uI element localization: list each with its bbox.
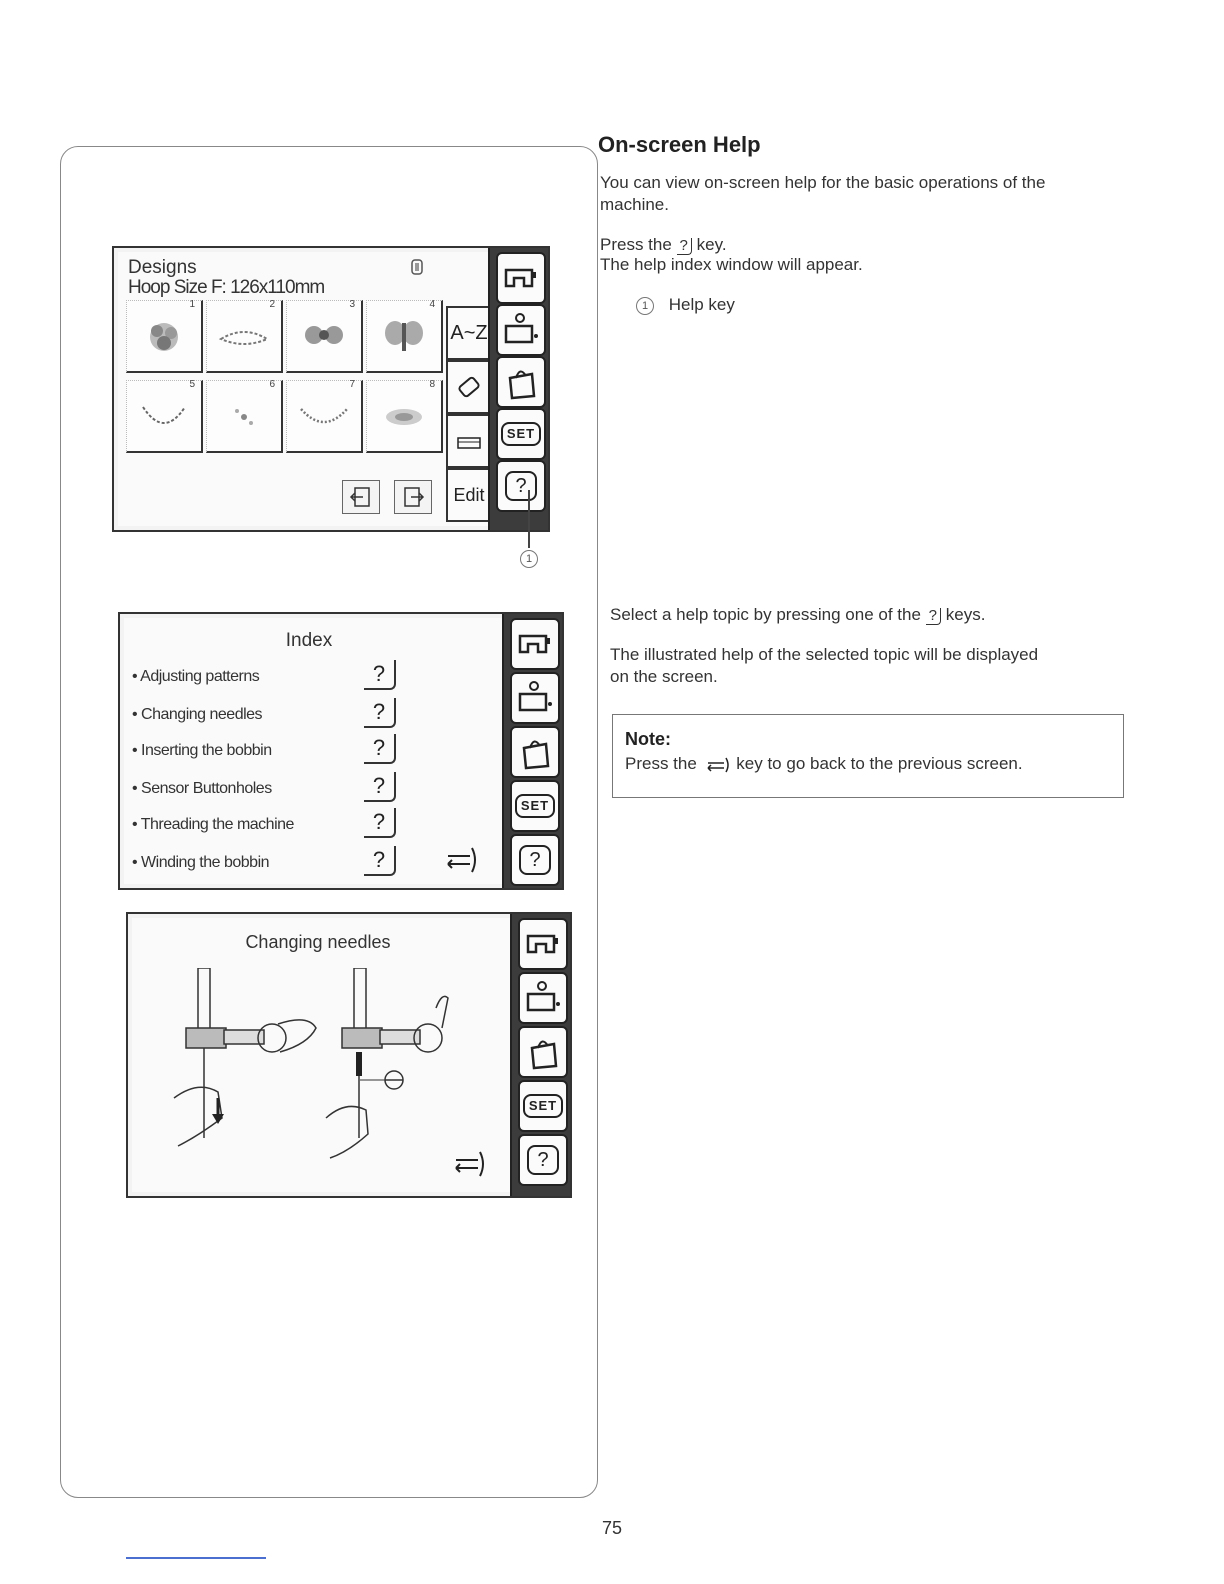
topic-changing-needles: • Changing needles — [132, 706, 263, 723]
bag-button[interactable] — [496, 356, 546, 408]
help-index-screen — [118, 612, 564, 890]
callout-number: 1 — [636, 297, 654, 315]
callout-line — [528, 490, 530, 548]
sewing-machine-icon — [502, 260, 540, 296]
topic-adjusting-patterns: • Adjusting patterns — [132, 668, 260, 685]
eraser-icon — [454, 372, 484, 402]
help-key-glyph: ? — [926, 608, 941, 625]
callout-legend — [636, 294, 735, 316]
press-help-instruction — [600, 234, 1100, 256]
topic-help-button[interactable]: ? — [364, 808, 396, 838]
design-cell-7[interactable] — [286, 380, 363, 453]
az-button[interactable]: A~Z — [446, 306, 492, 360]
return-icon — [448, 1150, 488, 1178]
topic-help-button[interactable]: ? — [364, 734, 396, 764]
help-button[interactable] — [510, 834, 560, 886]
topic-help-button[interactable]: ? — [364, 846, 396, 876]
topic-threading-machine: • Threading the machine — [132, 816, 294, 833]
design-cell-8[interactable] — [366, 380, 443, 453]
embroidery-mode-button[interactable] — [510, 672, 560, 724]
embroidery-mode-button[interactable] — [518, 972, 568, 1024]
note-title: Note: — [625, 729, 671, 749]
page-forward-icon — [401, 486, 425, 508]
topic-sensor-buttonholes: • Sensor Buttonholes — [132, 780, 272, 797]
bag-button[interactable] — [510, 726, 560, 778]
cell-number: 5 — [189, 379, 195, 390]
return-icon — [702, 757, 732, 773]
flower-design-icon — [137, 315, 191, 359]
topic-help-button[interactable]: ? — [364, 698, 396, 728]
illustrated-help-text: The illustrated help of the selected topic will be displayed on the screen. — [610, 645, 1039, 686]
page-next-button[interactable] — [394, 480, 432, 514]
leaf-design-icon — [217, 315, 271, 359]
page-prev-button[interactable] — [342, 480, 380, 514]
sprig-design-icon — [217, 395, 271, 439]
cell-number: 3 — [349, 299, 355, 310]
bag-icon — [516, 734, 554, 770]
designs-screen — [112, 246, 550, 532]
section-heading: On-screen Help — [598, 132, 761, 157]
sewing-machine-icon — [516, 626, 554, 662]
select-prefix: Select a help topic by pressing one of the — [610, 605, 921, 624]
changing-needles-screen — [126, 912, 572, 1198]
set-label: SET — [523, 1094, 563, 1118]
note-suffix: key to go back to the previous screen. — [736, 754, 1023, 773]
hoop-size-label: Hoop Size F: 126x110mm — [128, 277, 325, 298]
eraser-button[interactable] — [446, 360, 492, 414]
note-box — [612, 714, 1124, 798]
design-cell-6[interactable] — [206, 380, 283, 453]
embroidery-machine-icon — [524, 980, 562, 1016]
ornament-design-icon — [297, 315, 351, 359]
designs-title: Designs — [128, 257, 197, 278]
design-cell-4[interactable] — [366, 300, 443, 373]
index-sidebar — [502, 614, 562, 888]
sewing-mode-button[interactable] — [518, 918, 568, 970]
intro-paragraph: You can view on-screen help for the basic operations of the machine. — [600, 173, 1046, 214]
needles-sidebar — [510, 914, 570, 1196]
topic-winding-bobbin: • Winding the bobbin — [132, 854, 270, 871]
callout-label: Help key — [668, 295, 735, 314]
set-label: SET — [501, 422, 541, 446]
hoop-select-button[interactable] — [446, 414, 492, 468]
bag-icon — [502, 364, 540, 400]
return-icon — [440, 846, 480, 874]
topic-help-button[interactable]: ? — [364, 660, 396, 690]
embroidery-machine-icon — [502, 312, 540, 348]
note-text — [625, 753, 1115, 775]
help-icon: ? — [505, 471, 537, 501]
needle-removal-illustration — [168, 968, 318, 1168]
bag-icon — [524, 1034, 562, 1070]
needle-insertion-illustration — [324, 968, 474, 1168]
edit-button[interactable]: Edit — [446, 468, 492, 522]
index-title: Index — [285, 630, 333, 651]
sewing-mode-button[interactable] — [510, 618, 560, 670]
cell-number: 8 — [429, 379, 435, 390]
page-number: 75 — [602, 1518, 623, 1538]
index-appear-text: The help index window will appear. — [600, 255, 863, 274]
select-topic-instruction — [610, 604, 1110, 626]
callout-marker — [520, 550, 538, 568]
select-suffix: keys. — [945, 605, 986, 624]
set-button[interactable] — [496, 408, 546, 460]
topic-inserting-bobbin: • Inserting the bobbin — [132, 742, 272, 759]
help-icon: ? — [527, 1145, 559, 1175]
help-icon: ? — [519, 845, 551, 875]
needles-title: Changing needles — [245, 932, 391, 952]
wreath-design-icon — [137, 395, 191, 439]
set-label: SET — [515, 794, 555, 818]
help-button[interactable] — [518, 1134, 568, 1186]
cell-number: 1 — [189, 299, 195, 310]
sewing-machine-icon — [524, 926, 562, 962]
garland-design-icon — [297, 395, 351, 439]
lace-design-icon — [377, 395, 431, 439]
hoop-icon — [410, 258, 424, 276]
cell-number: 4 — [429, 299, 435, 310]
design-cell-3[interactable] — [286, 300, 363, 373]
cell-number: 7 — [349, 379, 355, 390]
bag-button[interactable] — [518, 1026, 568, 1078]
design-cell-2[interactable] — [206, 300, 283, 373]
sewing-mode-button[interactable] — [496, 252, 546, 304]
press-prefix: Press the — [600, 235, 672, 254]
page-back-icon — [349, 486, 373, 508]
cell-number: 2 — [269, 299, 275, 310]
help-button[interactable] — [496, 460, 546, 512]
callout-number: 1 — [520, 550, 538, 568]
embroidery-machine-icon — [516, 680, 554, 716]
hoop-frame-icon — [454, 426, 484, 456]
note-prefix: Press the — [625, 754, 697, 773]
design-cell-1[interactable] — [126, 300, 203, 373]
cell-number: 6 — [269, 379, 275, 390]
designs-sidebar — [488, 248, 548, 530]
set-button[interactable] — [510, 780, 560, 832]
butterfly-design-icon — [377, 315, 431, 359]
footer-rule — [126, 1557, 266, 1559]
embroidery-mode-button[interactable] — [496, 304, 546, 356]
design-cell-5[interactable] — [126, 380, 203, 453]
return-button[interactable] — [448, 1150, 488, 1178]
help-key-glyph: ? — [677, 238, 692, 255]
topic-help-button[interactable]: ? — [364, 772, 396, 802]
press-suffix: key. — [696, 235, 727, 254]
return-button[interactable] — [440, 846, 480, 874]
set-button[interactable] — [518, 1080, 568, 1132]
